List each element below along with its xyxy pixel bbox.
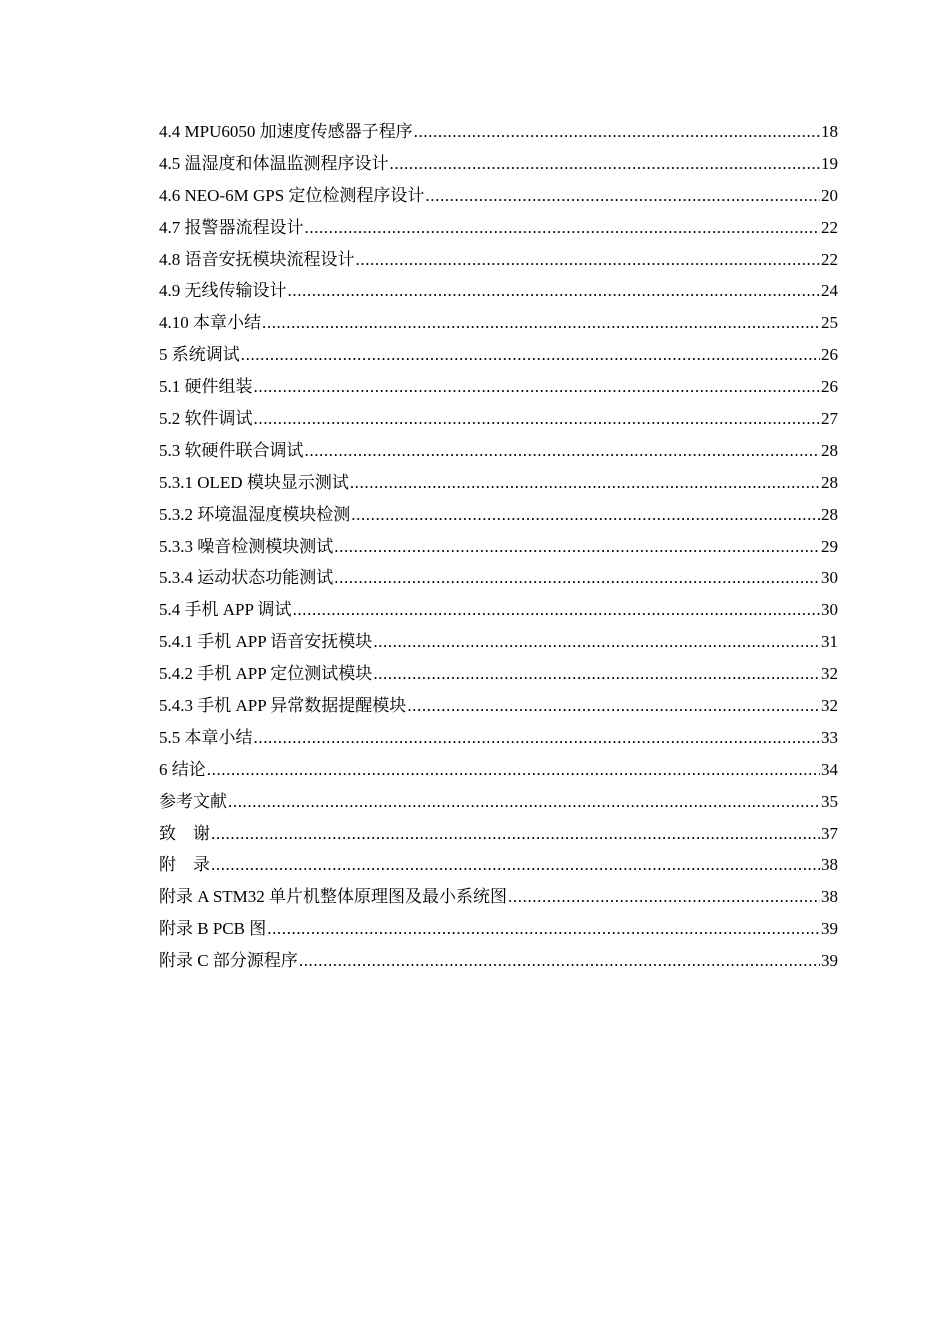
toc-dot-leader [508,881,820,913]
toc-entry-5-1[interactable] [159,371,838,403]
toc-entry-page: 39 [821,951,838,971]
toc-dot-leader [390,148,821,180]
toc-dot-leader [228,786,820,818]
toc-entry-title: 5.4 手机 APP 调试 [159,600,292,620]
toc-entry-4-5[interactable] [159,148,838,180]
toc-entry-5-3-3[interactable] [159,531,838,563]
toc-entry-title: 5.4.3 手机 APP 异常数据提醒模块 [159,696,407,716]
toc-entry-title: 4.10 本章小结 [159,313,261,333]
toc-dot-leader [373,658,820,690]
toc-entry-5-5[interactable] [159,722,838,754]
toc-entry-title: 4.4 MPU6050 加速度传感器子程序 [159,122,413,141]
toc-entry-acknowledgements[interactable] [159,818,838,850]
toc-dot-leader [334,531,820,563]
toc-entry-title: 5.4.1 手机 APP 语音安抚模块 [159,632,373,652]
toc-entry-page: 35 [821,791,838,811]
toc-dot-leader [262,307,820,339]
toc-dot-leader [407,690,820,722]
toc-dot-leader [305,212,821,244]
toc-entry-title: 参考文献 [159,791,227,811]
toc-entry-5-2[interactable] [159,403,838,435]
toc-entry-5-3[interactable] [159,435,838,467]
toc-dot-leader [207,754,820,786]
toc-dot-leader [288,275,821,307]
toc-entry-title: 5.3.3 噪音检测模块测试 [159,536,334,556]
toc-entry-appendix[interactable] [159,849,838,881]
toc-entry-page: 32 [821,696,838,716]
toc-entry-title: 附录 C 部分源程序 [159,951,298,971]
toc-entry-page: 25 [821,313,838,333]
toc-dot-leader [299,945,820,977]
toc-entry-6[interactable] [159,754,838,786]
toc-entry-5-4-1[interactable] [159,626,838,658]
toc-dot-leader [241,339,820,371]
toc-entry-5-3-4[interactable] [159,562,838,594]
toc-entry-page: 20 [821,185,838,205]
toc-entry-title: 5.3.1 OLED 模块显示测试 [159,472,349,492]
toc-dot-leader [356,244,821,276]
toc-entry-5-4[interactable] [159,594,838,626]
toc-entry-page: 27 [821,409,838,429]
toc-entry-page: 26 [821,345,838,365]
toc-entry-appendix-b[interactable] [159,913,838,945]
toc-entry-page: 31 [821,632,838,652]
toc-entry-title: 4.5 温湿度和体温监测程序设计 [159,153,389,173]
toc-entry-title: 5.3 软硬件联合调试 [159,440,304,460]
toc-dot-leader [350,467,820,499]
toc-entry-4-4[interactable] [159,116,838,148]
toc-entry-4-8[interactable] [159,244,838,276]
toc-entry-page: 19 [821,153,838,173]
toc-entry-page: 32 [821,664,838,684]
toc-dot-leader [414,116,820,148]
toc-entry-title: 附 录 [159,855,210,875]
toc-entry-page: 33 [821,727,838,747]
toc-entry-title: 5.1 硬件组装 [159,377,253,397]
toc-dot-leader [254,722,821,754]
toc-entry-title: 4.8 语音安抚模块流程设计 [159,249,355,269]
toc-entry-title: 6 结论 [159,759,206,779]
toc-entry-page: 28 [821,504,838,524]
toc-entry-4-7[interactable] [159,212,838,244]
toc-entry-appendix-a[interactable] [159,881,838,913]
toc-entry-title: 5.2 软件调试 [159,409,253,429]
toc-entry-page: 37 [821,823,838,843]
toc-entry-5[interactable] [159,339,838,371]
toc-dot-leader [305,435,821,467]
toc-entry-4-6[interactable] [159,180,838,212]
toc-dot-leader [425,180,820,212]
toc-dot-leader [351,499,820,531]
toc-entry-page: 18 [821,122,838,141]
toc-entry-4-10[interactable] [159,307,838,339]
toc-entry-page: 24 [821,281,838,301]
toc-entry-references[interactable] [159,786,838,818]
toc-entry-title: 4.7 报警器流程设计 [159,217,304,237]
toc-dot-leader [373,626,820,658]
toc-entry-page: 28 [821,440,838,460]
toc-entry-5-3-1[interactable] [159,467,838,499]
toc-entry-title: 5 系统调试 [159,345,240,365]
toc-entry-page: 22 [821,217,838,237]
toc-dot-leader [254,403,821,435]
toc-dot-leader [211,818,820,850]
toc-entry-title: 附录 B PCB 图 [159,919,267,939]
toc-entry-page: 38 [821,887,838,907]
toc-entry-page: 26 [821,377,838,397]
toc-entry-title: 致 谢 [159,823,210,843]
toc-entry-5-3-2[interactable] [159,499,838,531]
toc-dot-leader [267,913,820,945]
toc-entry-page: 22 [821,249,838,269]
toc-entry-5-4-3[interactable] [159,690,838,722]
toc-entry-title: 附录 A STM32 单片机整体原理图及最小系统图 [159,887,508,907]
toc-dot-leader [254,371,821,403]
toc-entry-appendix-c[interactable] [159,945,838,977]
toc-dot-leader [334,562,820,594]
toc-entry-page: 29 [821,536,838,556]
toc-entry-title: 5.4.2 手机 APP 定位测试模块 [159,664,373,684]
table-of-contents [159,116,838,977]
toc-entry-4-9[interactable] [159,275,838,307]
toc-entry-title: 5.5 本章小结 [159,727,253,747]
toc-entry-title: 5.3.4 运动状态功能测试 [159,568,334,588]
toc-entry-page: 28 [821,472,838,492]
toc-entry-5-4-2[interactable] [159,658,838,690]
toc-entry-page: 39 [821,919,838,939]
toc-entry-title: 4.6 NEO-6M GPS 定位检测程序设计 [159,185,425,205]
toc-entry-page: 34 [821,759,838,779]
toc-entry-page: 30 [821,600,838,620]
toc-dot-leader [211,849,820,881]
toc-entry-page: 30 [821,568,838,588]
toc-dot-leader [293,594,820,626]
toc-entry-title: 4.9 无线传输设计 [159,281,287,301]
toc-entry-title: 5.3.2 环境温湿度模块检测 [159,504,351,524]
toc-entry-page: 38 [821,855,838,875]
